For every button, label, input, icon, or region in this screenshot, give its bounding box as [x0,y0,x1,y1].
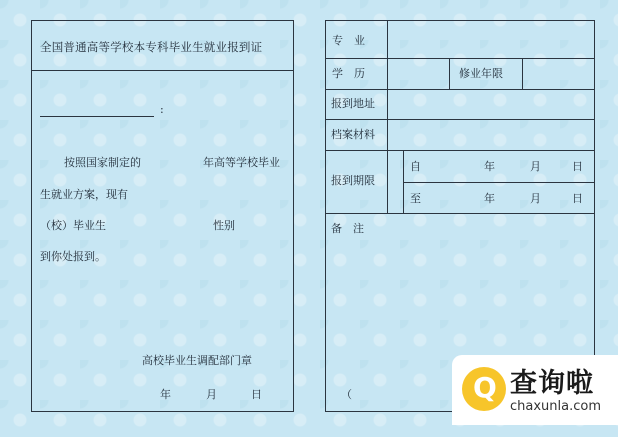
address-label: 报到地址 [331,97,375,110]
period-from-year: 年 [484,160,495,173]
body-line3-a: （校）毕业生 [40,219,106,232]
period-to-day: 日 [572,192,583,205]
row-divider-3 [325,119,595,120]
duration-divider-left [449,58,450,89]
major-label: 专 业 [332,34,365,47]
period-to-year: 年 [484,192,495,205]
row-divider-4 [325,150,595,151]
remark-label: 备 注 [331,222,364,235]
period-to-month: 月 [530,192,541,205]
recipient-blank [40,116,154,117]
period-from-month: 月 [530,160,541,173]
left-date-day: 日 [251,388,262,401]
label-column-divider [387,20,388,213]
row-divider-2 [325,89,595,90]
title-divider [31,70,294,71]
period-label: 报到期限 [331,174,375,187]
duration-label: 修业年限 [459,67,503,80]
search-magnifier-icon: Q [462,367,506,411]
left-date-year: 年 [160,388,171,401]
body-line1-a: 按照国家制定的 [64,156,141,169]
watermark-logo [452,355,618,425]
recipient-colon: : [160,103,164,116]
body-line2: 生就业方案，现有 [40,188,128,201]
period-to: 至 [410,192,421,205]
period-row-divider [403,182,595,183]
period-from-day: 日 [572,160,583,173]
row-divider-5 [325,213,595,214]
duration-divider-right [522,58,523,89]
brand-name: 查询啦 [510,368,594,399]
brand-url: chaxunla.com [510,399,601,414]
period-from: 自 [410,160,421,173]
row-divider-1 [325,58,595,59]
left-date-month: 月 [206,388,217,401]
files-label: 档案材料 [331,128,375,141]
footer-paren: （ [341,388,352,401]
certificate-title: 全国普通高等学校本专科毕业生就业报到证 [40,40,263,54]
body-line1-b: 年高等学校毕业 [203,156,280,169]
dept-seal-label: 高校毕业生调配部门章 [142,354,252,367]
body-line4: 到你处报到。 [40,250,106,263]
degree-label: 学 历 [332,67,365,80]
body-line3-b: 性别 [213,219,235,232]
